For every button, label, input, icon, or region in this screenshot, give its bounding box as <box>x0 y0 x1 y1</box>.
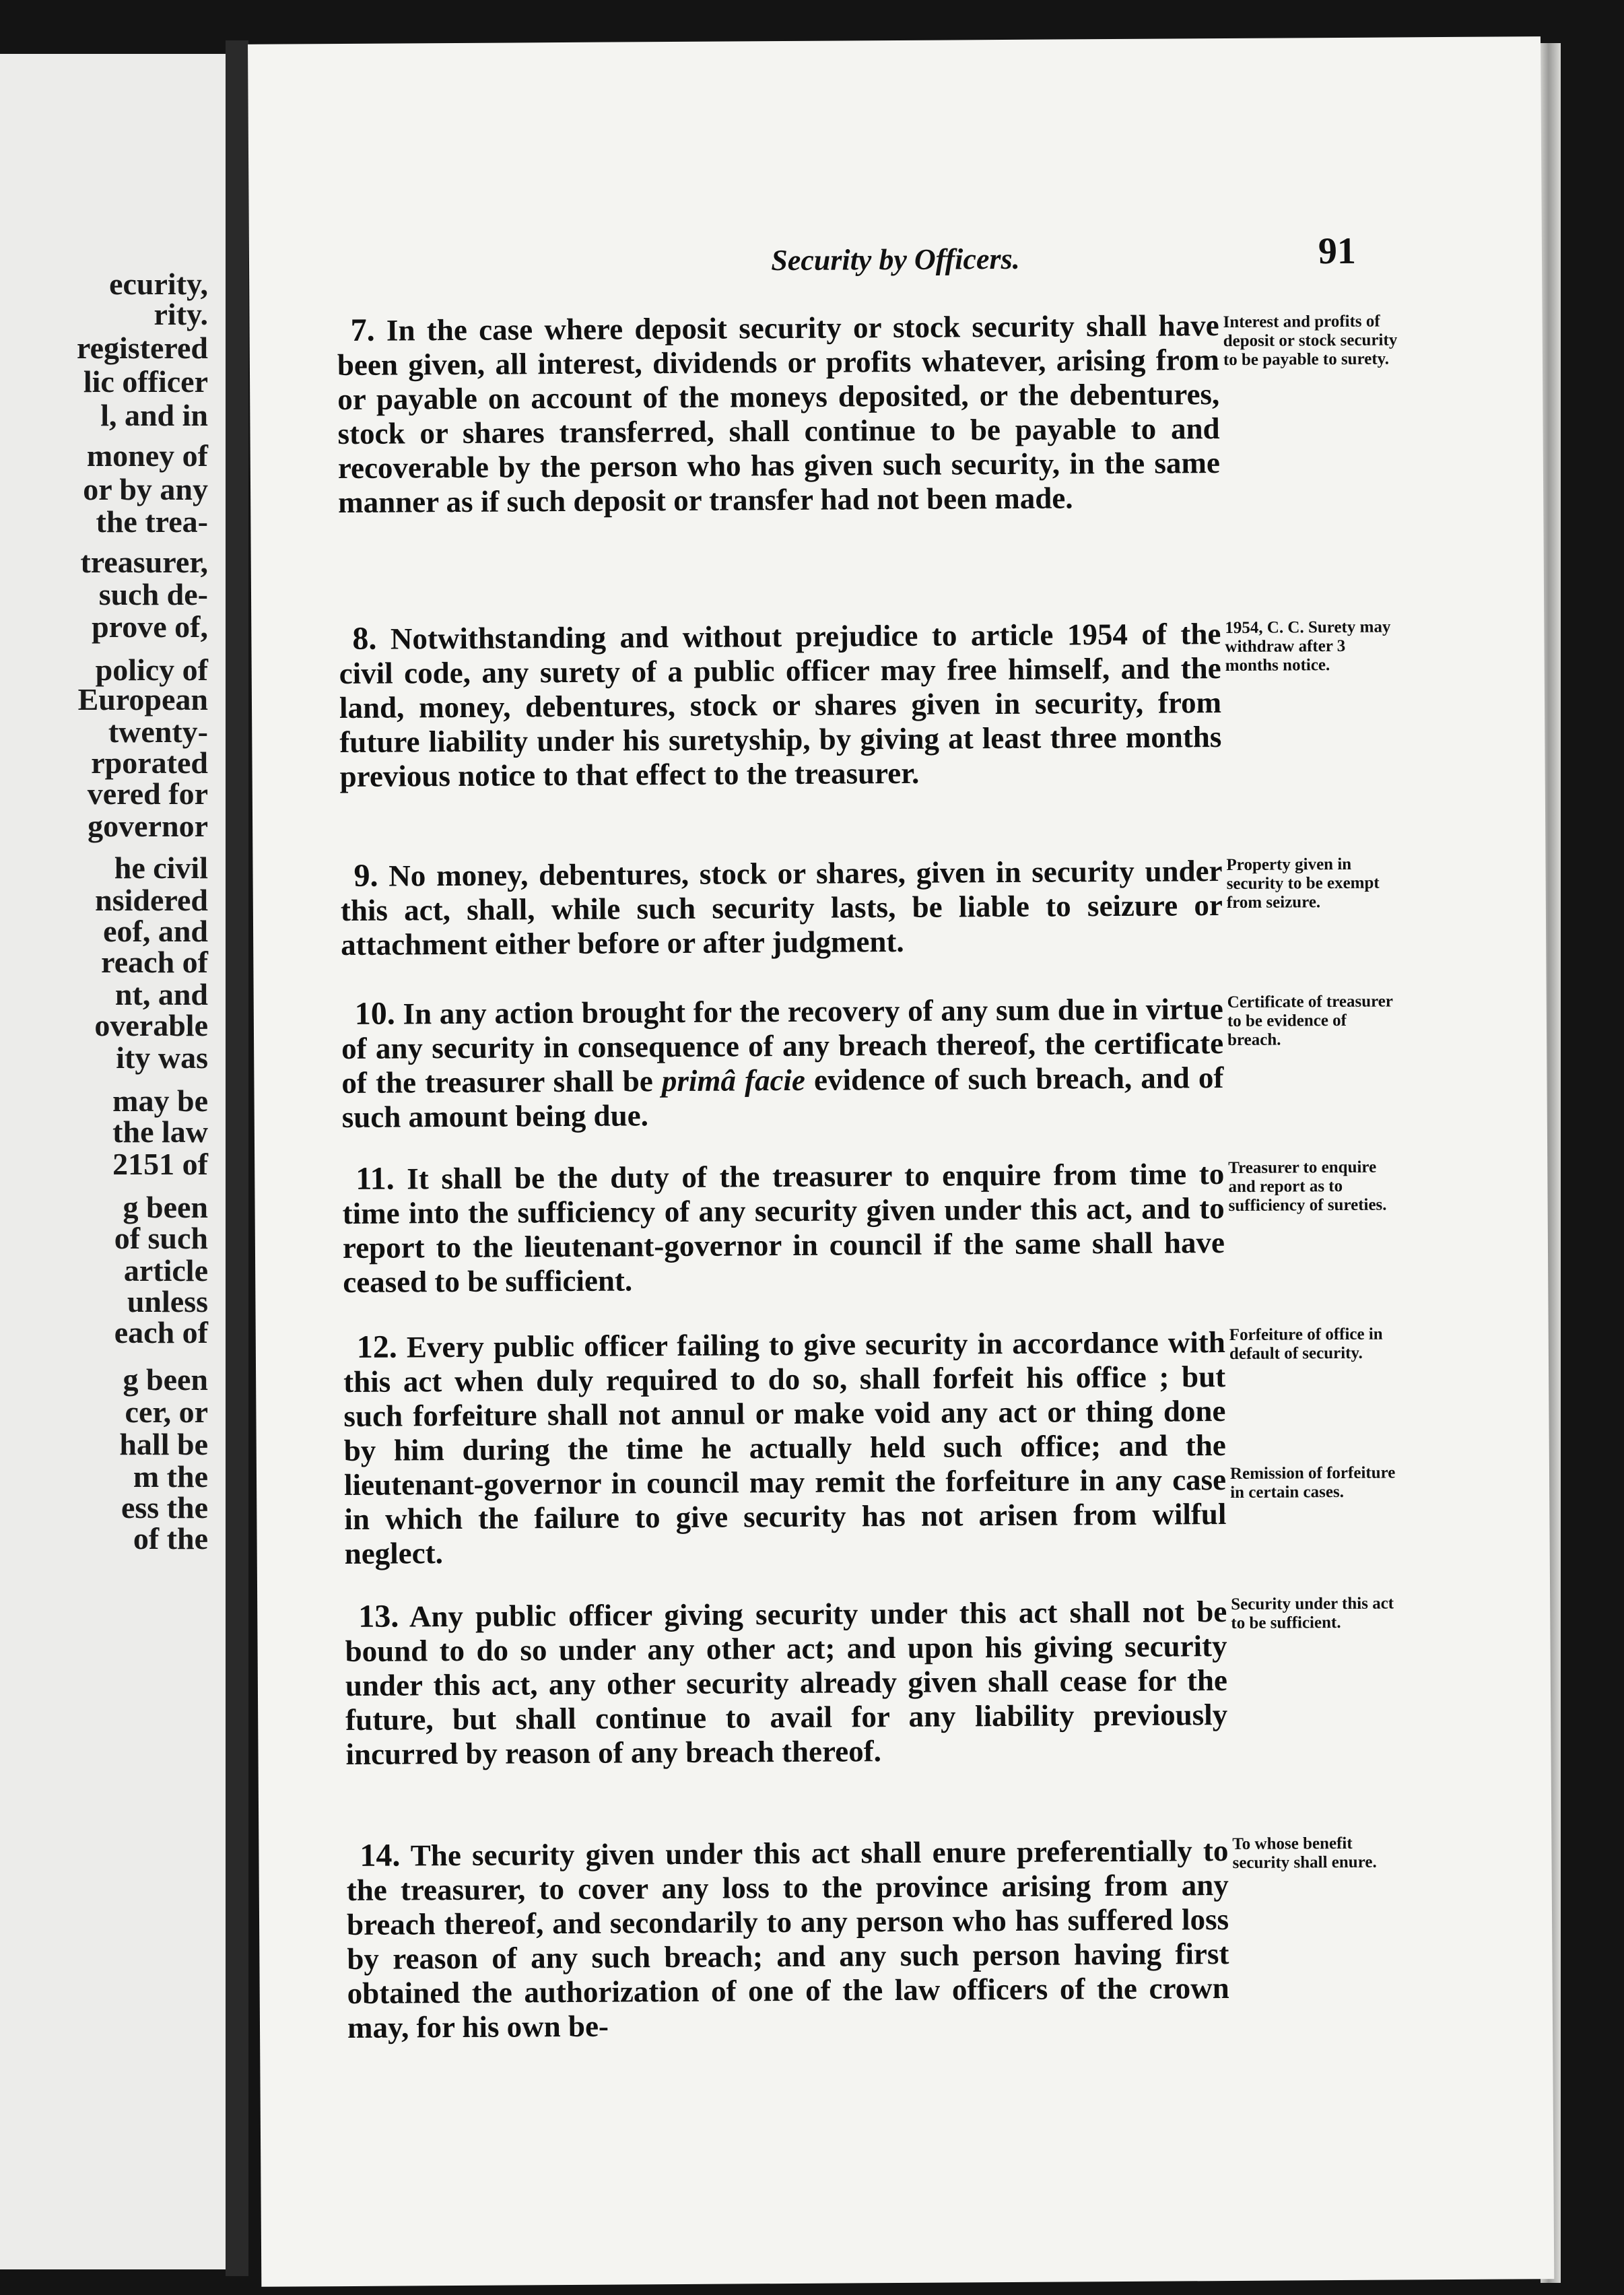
marginal-note-11: Treasurer to enquire and report as to sufficiency of sureties. <box>1228 1158 1387 1215</box>
section-text-italic: primâ facie <box>661 1063 806 1098</box>
marginal-note-10: Certificate of treasurer to be evidence of breach. <box>1227 992 1393 1050</box>
section-number: 9. <box>353 857 378 894</box>
left-page-line: prove of, <box>92 609 208 644</box>
left-page-line: each of <box>114 1315 208 1350</box>
left-page-line: g been <box>123 1190 208 1224</box>
left-facing-page <box>0 54 226 2269</box>
left-page-line: treasurer, <box>80 545 208 579</box>
section-number: 10. <box>354 995 395 1032</box>
section-text: Any public officer giving security under this act shall not be bound to do so under any other act; and upon his giving security under this act, any other security already given shall cease for the future, but shall continue to avail for any liability previously incurred by reason of any breach thereof. <box>345 1595 1228 1772</box>
left-page-line: policy of <box>95 653 208 687</box>
section-11 <box>342 1156 1225 1300</box>
left-page-line: vered for <box>87 776 208 811</box>
left-page-line: or by any <box>83 472 208 506</box>
left-page-line: nsidered <box>95 883 208 917</box>
section-14 <box>346 1833 1229 2045</box>
left-page-line: ess the <box>121 1490 208 1525</box>
section-7 <box>337 308 1220 520</box>
section-8 <box>339 616 1222 794</box>
section-number: 8. <box>352 620 377 657</box>
marginal-note-9: Property given in security to be exempt from seizure. <box>1226 855 1380 912</box>
section-10 <box>341 991 1224 1135</box>
left-page-line: of such <box>114 1221 208 1255</box>
left-page-line: rity. <box>154 297 208 331</box>
section-text: Every public officer failing to give security in accordance with this act when duly required to do so, shall forfeit his office ; but such forfeiture shall not annul or make void any act or thing done by him during the time he actually held such office; and the lieutenant-governor in council may remit the forfeiture in any case in which the failure to give security has not arisen from wilful neglect. <box>343 1325 1227 1571</box>
left-page-line: lic officer <box>83 364 208 399</box>
section-text: In the case where deposit security or stock security shall have been given, all interest, dividends or profits whatever, arising from or payable on account of the moneys deposited, or the debentures, stock or shares transferred, shall continue to be payable to and recoverable by the person who has given such security, in the same manner as if such deposit or transfer had not been made. <box>337 308 1220 520</box>
left-page-line: governor <box>88 809 208 843</box>
left-page-line: rporated <box>91 745 208 780</box>
left-page-line: registered <box>76 331 208 365</box>
section-text: No money, debentures, stock or shares, given in security under this act, shall, while such security lasts, be liable to seizure or attachment either before or after judgment. <box>340 854 1223 962</box>
section-number: 13. <box>358 1598 399 1634</box>
section-9 <box>340 853 1223 962</box>
left-page-line: of the <box>133 1521 208 1556</box>
marginal-note-14: To whose benefit security shall enure. <box>1232 1834 1377 1872</box>
marginal-note-12: Forfeiture of office in default of security. <box>1229 1325 1383 1363</box>
right-page <box>248 36 1554 2287</box>
left-page-line: such de- <box>98 577 208 611</box>
left-page-line: the law <box>112 1115 208 1149</box>
section-text: The security given under this act shall enure preferentially to the treasurer, to cover any loss to the province arising from any breach thereof, and secondarily to any person who has suffered loss by reason of any such breach; and any such person having first obtained the authorization of one of the law officers of the crown may, for his own be- <box>346 1834 1229 2045</box>
left-page-line: 2151 of <box>112 1147 208 1181</box>
left-page-line: nt, and <box>114 977 208 1011</box>
left-page-line: may be <box>112 1084 208 1118</box>
running-head: Security by Officers. <box>771 242 1020 277</box>
section-number: 14. <box>360 1837 401 1873</box>
section-text-end: evidence of such breach, and of such amount being due. <box>341 1061 1224 1135</box>
section-13 <box>345 1594 1228 1772</box>
left-page-line: money of <box>86 438 208 473</box>
left-page-line: he civil <box>114 851 208 885</box>
marginal-note-12b: Remission of forfeiture in certain cases. <box>1229 1463 1396 1502</box>
section-text: It shall be the duty of the treasurer to enquire from time to time into the sufficiency of any security given under this act, and to report to the lieutenant-governor in council if the same shall have ceased to be sufficient. <box>342 1157 1225 1300</box>
section-number: 11. <box>356 1160 395 1197</box>
left-page-line: cer, or <box>125 1395 208 1429</box>
left-page-line: European <box>77 682 208 717</box>
left-page-line: m the <box>133 1459 208 1494</box>
left-page-line: the trea- <box>96 504 208 539</box>
marginal-note-8: 1954, C. C. Surety may withdraw after 3 months notice. <box>1225 618 1391 675</box>
section-12 <box>343 1325 1227 1571</box>
marginal-note-13: Security under this act to be sufficient. <box>1231 1594 1394 1632</box>
left-page-line: ity was <box>116 1040 208 1075</box>
left-page-line: unless <box>127 1284 208 1319</box>
marginal-note-7: Interest and profits of deposit or stock security to be payable to surety. <box>1223 312 1398 370</box>
left-page-line: g been <box>123 1362 208 1397</box>
left-page-line: ecurity, <box>109 267 208 301</box>
section-text-start: In any action brought for the recovery of any sum due in virtue of any security in consequence of any breach thereof, the certificate of the treasurer shall be <box>341 992 1224 1100</box>
left-page-line: l, and in <box>100 398 208 432</box>
section-text: Notwithstanding and without prejudice to article 1954 of the civil code, any surety of a public officer may free himself, and the land, money, debentures, stock or shares given in security, from future liability under his suretyship, by giving at least three months previous notice to that effect to the treasurer. <box>339 617 1222 794</box>
section-number: 7. <box>350 312 375 348</box>
book-gutter <box>226 40 248 2276</box>
left-page-line: twenty- <box>108 714 208 749</box>
left-page-line: overable <box>94 1008 208 1042</box>
page-number: 91 <box>1318 230 1357 273</box>
left-page-line: eof, and <box>103 914 208 948</box>
section-number: 12. <box>356 1329 397 1365</box>
left-page-line: article <box>123 1253 208 1288</box>
left-page-line: hall be <box>119 1427 208 1461</box>
left-page-line: reach of <box>101 945 208 979</box>
